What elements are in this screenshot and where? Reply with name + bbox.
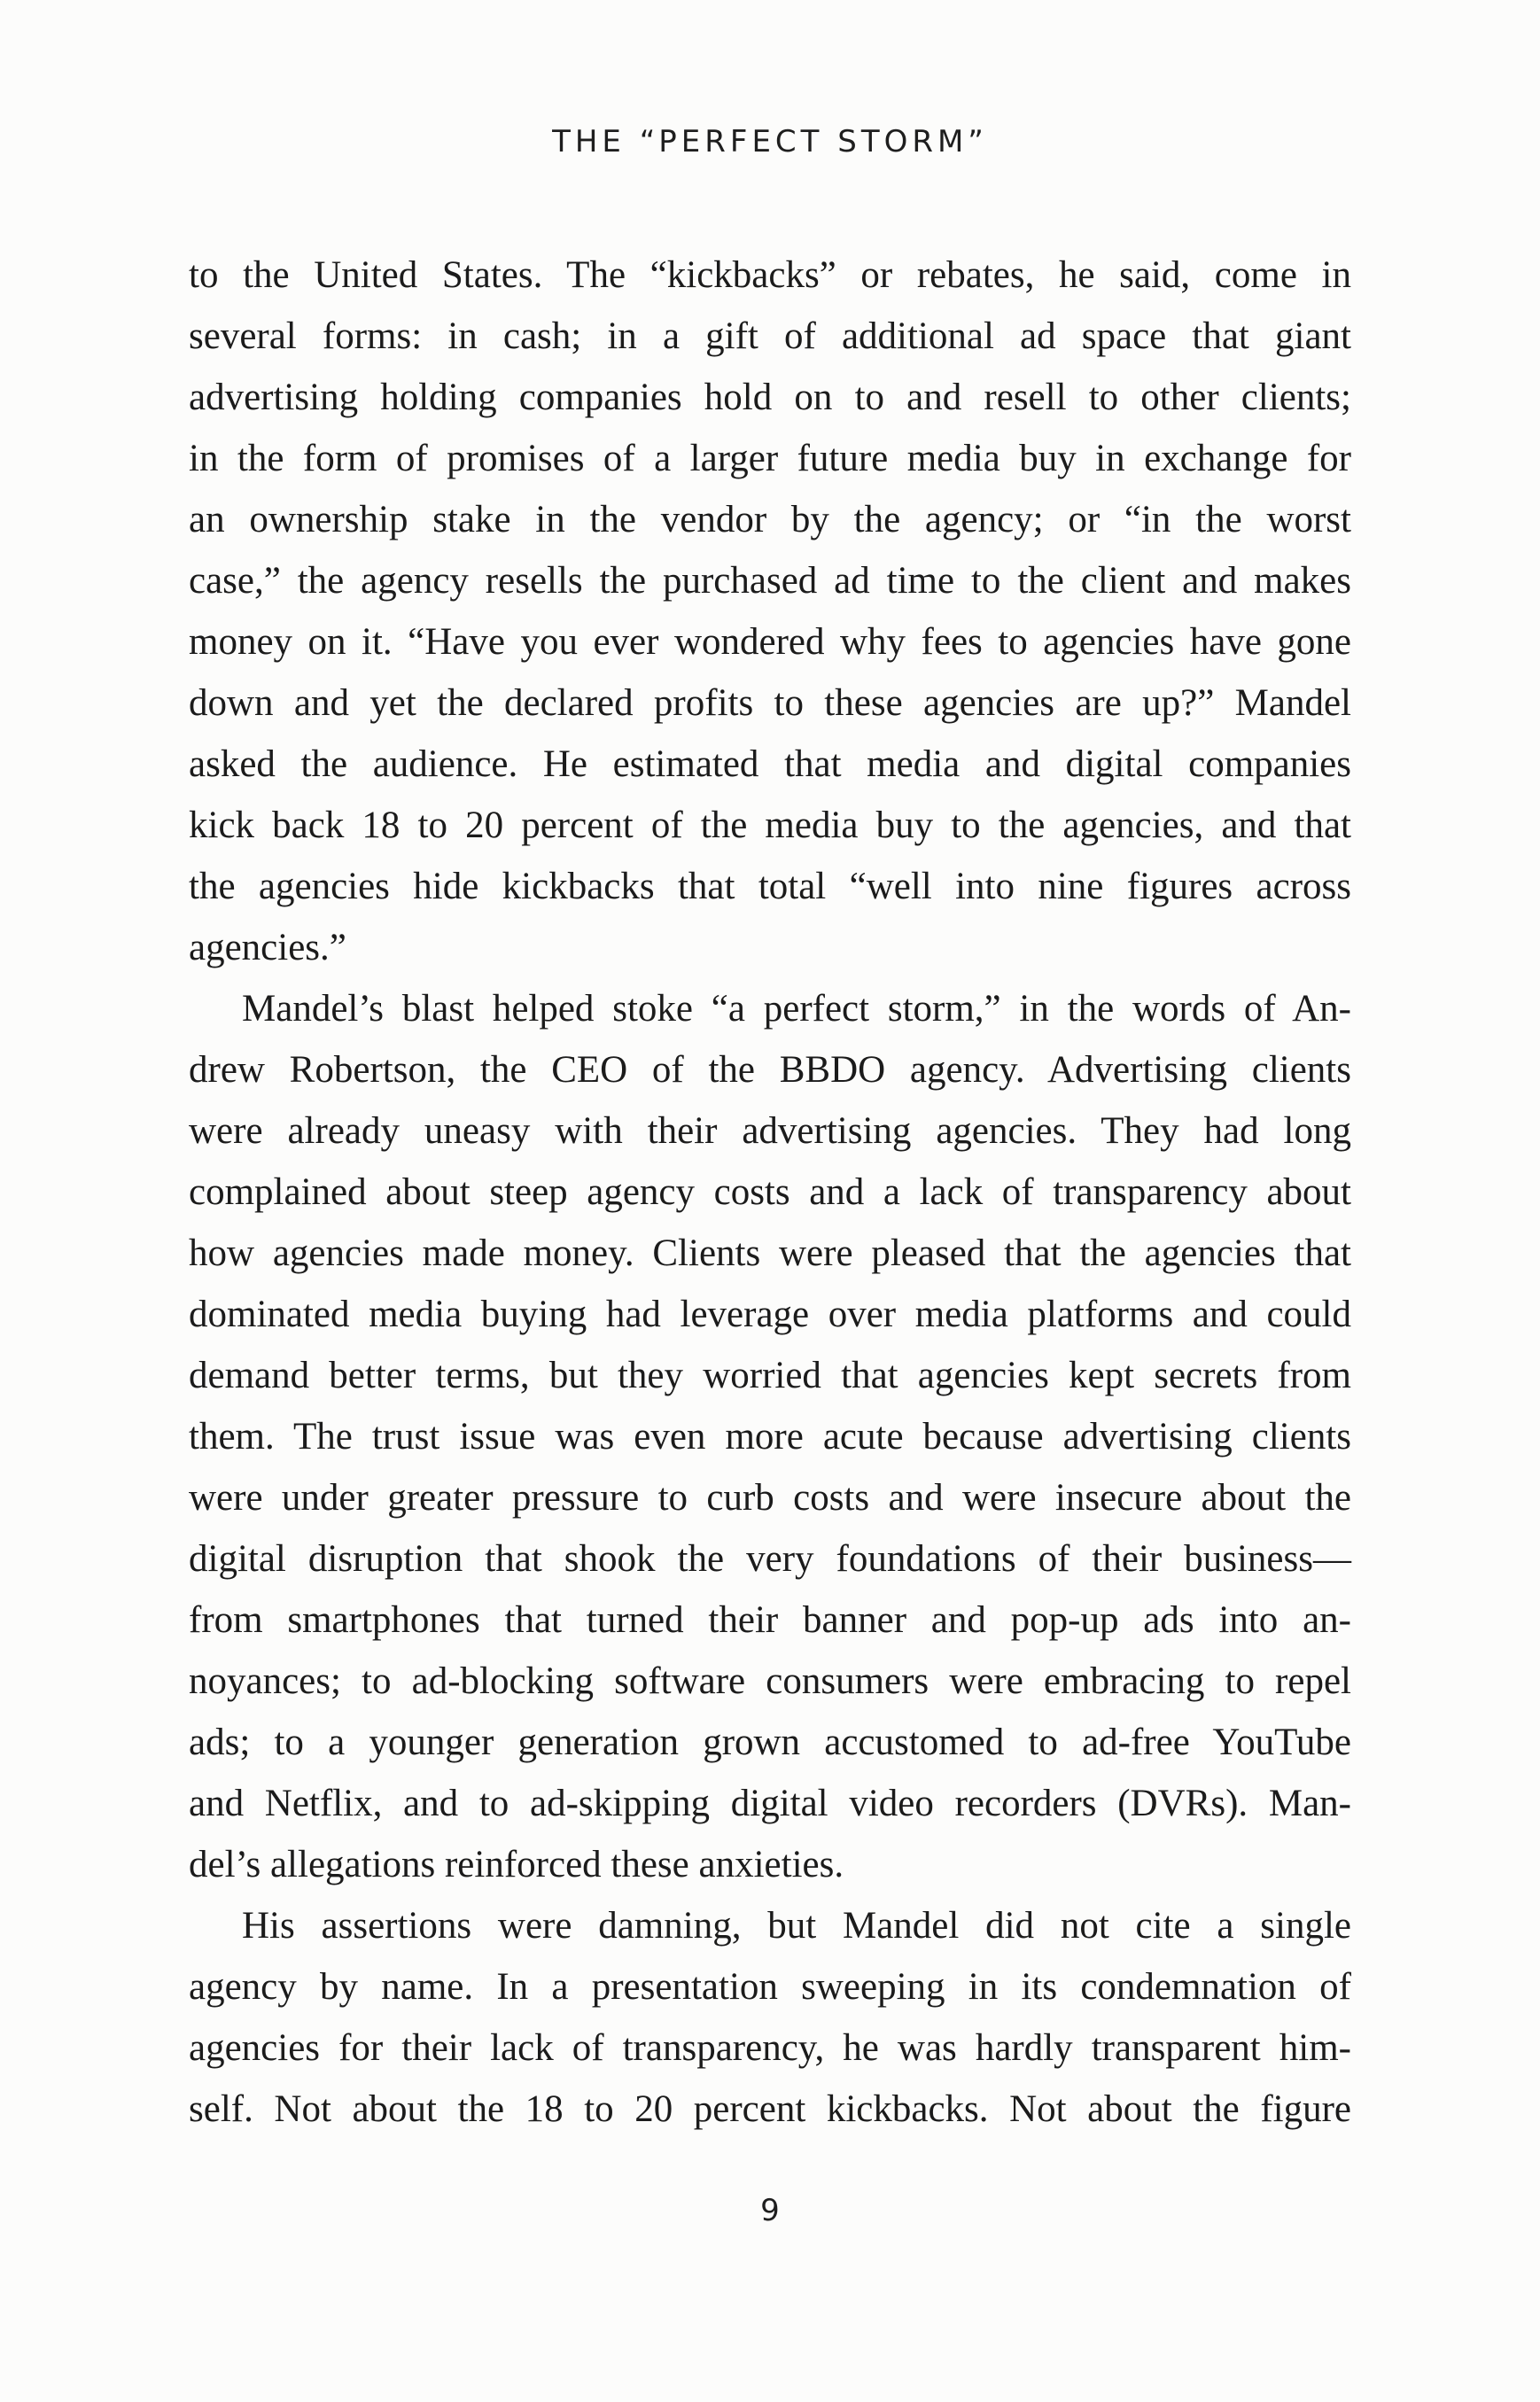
text-line: drew Robertson, the CEO of the BBDO agency. Advertising clients (189, 1049, 1351, 1091)
paragraph-2 (189, 978, 1351, 1895)
text-line: the agencies hide kickbacks that total “well into nine figures across (189, 866, 1351, 907)
text-line: digital disruption that shook the very foundations of their business— (189, 1538, 1351, 1580)
text-line: in the form of promises of a larger future media buy in exchange for (189, 438, 1351, 479)
text-line: advertising holding companies hold on to and resell to other clients; (189, 377, 1351, 418)
text-line: and Netflix, and to ad-skipping digital video recorders (DVRs). Man- (189, 1783, 1351, 1824)
text-line: His assertions were damning, but Mandel did not cite a single (242, 1905, 1351, 1947)
text-line: were under greater pressure to curb costs and were insecure about the (189, 1477, 1351, 1519)
body-text (189, 245, 1351, 2140)
text-line: agency by name. In a presentation sweeping in its condemnation of (189, 1966, 1351, 2008)
text-line: agencies for their lack of transparency, he was hardly transparent him- (189, 2027, 1351, 2069)
text-line: several forms: in cash; in a gift of additional ad space that giant (189, 315, 1351, 357)
text-line: complained about steep agency costs and a lack of transparency about (189, 1171, 1351, 1213)
text-line: noyances; to ad-blocking software consumers were embracing to repel (189, 1660, 1351, 1702)
text-line: how agencies made money. Clients were pleased that the agencies that (189, 1232, 1351, 1274)
text-line: kick back 18 to 20 percent of the media buy to the agencies, and that (189, 805, 1351, 846)
text-line: to the United States. The “kickbacks” or rebates, he said, come in (189, 254, 1351, 296)
text-line: del’s allegations reinforced these anxieties. (189, 1844, 844, 1885)
text-line: Mandel’s blast helped stoke “a perfect storm,” in the words of An- (242, 988, 1351, 1030)
text-line: dominated media buying had leverage over media platforms and could (189, 1294, 1351, 1335)
paragraph-1 (189, 245, 1351, 978)
text-line: self. Not about the 18 to 20 percent kickbacks. Not about the figure (189, 2088, 1351, 2130)
text-line: asked the audience. He estimated that media and digital companies (189, 743, 1351, 785)
paragraph-3 (189, 1895, 1351, 2140)
text-line: money on it. “Have you ever wondered why fees to agencies have gone (189, 621, 1351, 663)
text-line: were already uneasy with their advertising agencies. They had long (189, 1110, 1351, 1152)
text-line: demand better terms, but they worried that agencies kept secrets from (189, 1355, 1351, 1396)
text-line: from smartphones that turned their banner and pop-up ads into an- (189, 1599, 1351, 1641)
text-line: case,” the agency resells the purchased ad time to the client and makes (189, 560, 1351, 602)
text-line: them. The trust issue was even more acute because advertising clients (189, 1416, 1351, 1458)
text-line: ads; to a younger generation grown accustomed to ad-free YouTube (189, 1722, 1351, 1763)
text-line: an ownership stake in the vendor by the agency; or “in the worst (189, 499, 1351, 540)
page-number: 9 (760, 2193, 780, 2228)
running-head: THE “PERFECT STORM” (552, 124, 988, 159)
text-line: agencies.” (189, 927, 346, 968)
text-line: down and yet the declared profits to these agencies are up?” Mandel (189, 682, 1351, 724)
